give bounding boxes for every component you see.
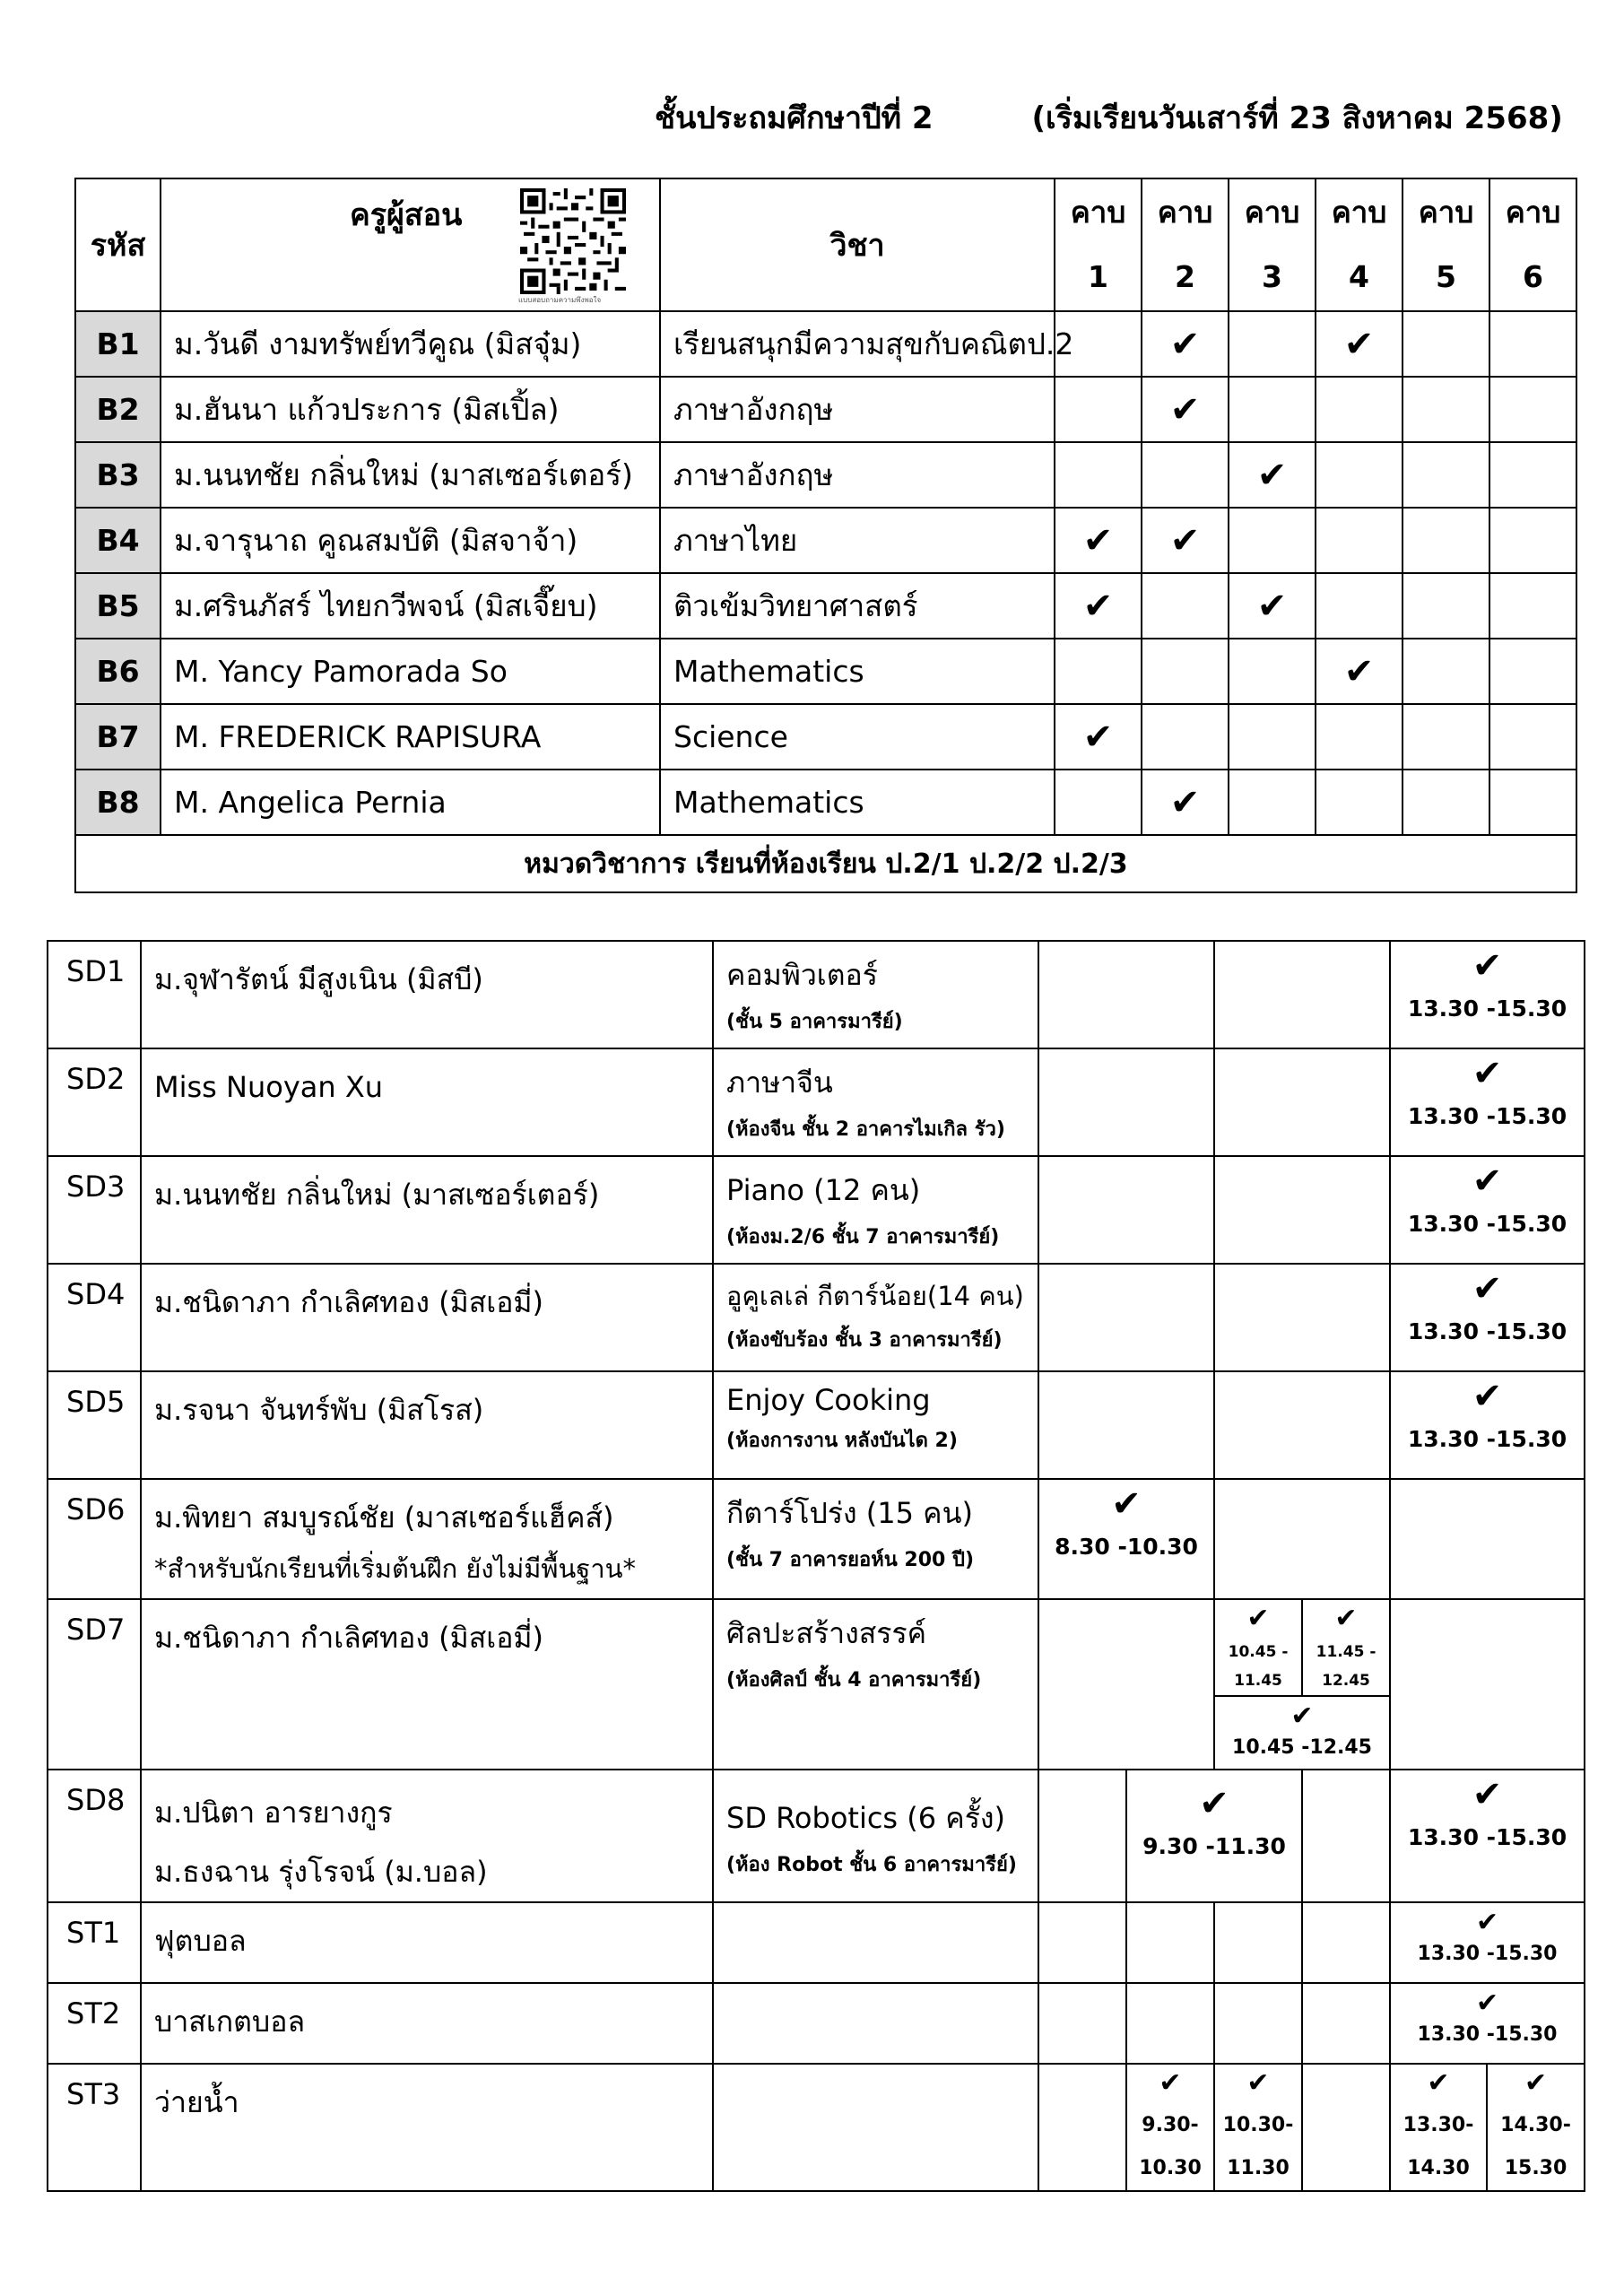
empty-period-cell [1229, 704, 1316, 770]
header-subject: วิชา [660, 178, 1055, 311]
subject-cell [713, 1264, 1038, 1371]
check-icon: ✔ [1475, 1987, 1499, 2019]
header-period-3: คาบ 3 [1229, 178, 1316, 311]
empty-period-cell [1229, 508, 1316, 573]
period-check-cell [1229, 573, 1316, 639]
schedule-cell [1214, 1696, 1390, 1770]
empty-period-cell [1316, 573, 1403, 639]
row-code: B5 [75, 573, 161, 639]
header-code: รหัส [75, 178, 161, 311]
teacher-name: Miss Nuoyan Xu [141, 1048, 713, 1156]
time-range: 10.45 -12.45 [1232, 1736, 1372, 1759]
room-location: (ห้องศิลป์ ชั้น 4 อาคารมารีย์) [726, 1669, 982, 1692]
row-code: SD8 [48, 1770, 141, 1902]
room-location: (ชั้น 7 อาคารยอห์น 200 ปี) [726, 1549, 975, 1571]
empty-period-cell [1142, 639, 1229, 704]
subject-name: กีตาร์โปร่ง (15 คน) [726, 1496, 973, 1530]
schedule-cell [1390, 1156, 1585, 1264]
schedule-cell [1487, 2064, 1585, 2191]
empty-period-cell [1055, 770, 1142, 835]
time-range: 13.30- 14.30 [1403, 2114, 1474, 2179]
check-icon: ✔ [1290, 1700, 1314, 1732]
empty-period-cell [1316, 770, 1403, 835]
empty-period-cell [1055, 377, 1142, 442]
time-range: 11.45 - 12.45 [1316, 1643, 1376, 1690]
empty-period-cell [1316, 377, 1403, 442]
schedule-cell [1038, 1479, 1214, 1599]
teacher-name: ม.นนทชัย กลิ่นใหม่ (มาสเซอร์เตอร์) [141, 1156, 713, 1264]
teacher-name: ม.จุฬารัตน์ มีสูงเนิน (มิสบี) [141, 941, 713, 1048]
subject-cell [713, 1156, 1038, 1264]
row-code: B7 [75, 704, 161, 770]
check-icon: ✔ [1256, 454, 1288, 496]
table-footer-row [75, 835, 1576, 892]
table-row [48, 1156, 1585, 1264]
room-location: (ห้องจีน ชั้น 2 อาคารไมเกิล รัว) [726, 1118, 1005, 1141]
table-row [48, 1902, 1585, 1983]
schedule-cell [1390, 1770, 1585, 1902]
empty-period-cell [1316, 704, 1403, 770]
table-row [75, 311, 1576, 377]
empty-period-cell [1403, 442, 1489, 508]
subject-name: Enjoy Cooking [726, 1383, 931, 1417]
table-row [75, 770, 1576, 835]
room-location: (ห้องม.2/6 ชั้น 7 อาคารมารีย์) [726, 1226, 1000, 1248]
table-row [75, 377, 1576, 442]
period-check-cell [1316, 311, 1403, 377]
check-icon: ✔ [1111, 1483, 1142, 1525]
teacher-name: ม.ชนิดาภา กำเลิศทอง (มิสเอมี่) [141, 1599, 713, 1770]
row-code: B6 [75, 639, 161, 704]
empty-cell [1214, 941, 1390, 1048]
check-icon: ✔ [1472, 1161, 1503, 1202]
check-icon: ✔ [1169, 519, 1201, 561]
empty-cell [1214, 1371, 1390, 1479]
table-row [48, 1371, 1585, 1479]
teacher-name: ม.ศรินภัสร์ ไทยกวีพจน์ (มิสเจี๊ยบ) [161, 573, 660, 639]
empty-period-cell [1316, 442, 1403, 508]
empty-period-cell [1142, 573, 1229, 639]
table-row [48, 1983, 1585, 2064]
row-code: SD5 [48, 1371, 141, 1479]
empty-period-cell [1489, 377, 1576, 442]
empty-period-cell [1316, 508, 1403, 573]
teacher-name: ม.ชนิดาภา กำเลิศทอง (มิสเอมี่) [141, 1264, 713, 1371]
academic-schedule-table [74, 178, 1577, 893]
table-row [75, 639, 1576, 704]
empty-cell [1038, 941, 1214, 1048]
empty-cell [1038, 1048, 1214, 1156]
empty-cell [1038, 1156, 1214, 1264]
table-row [48, 941, 1585, 1048]
empty-cell [1038, 1264, 1214, 1371]
subject-name: ภาษาอังกฤษ [660, 377, 1055, 442]
table-row [75, 573, 1576, 639]
period-check-cell [1055, 573, 1142, 639]
schedule-cell [1390, 1264, 1585, 1371]
grade-title: ชั้นประถมศึกษาปีที่ 2 [655, 100, 934, 136]
schedule-cell [1302, 1599, 1390, 1696]
row-code: SD1 [48, 941, 141, 1048]
teacher-name: ม.นนทชัย กลิ่นใหม่ (มาสเซอร์เตอร์) [161, 442, 660, 508]
row-code: ST1 [48, 1902, 141, 1983]
schedule-cell [1390, 1983, 1585, 2064]
empty-period-cell [1489, 573, 1576, 639]
row-code: B1 [75, 311, 161, 377]
empty-period-cell [1403, 311, 1489, 377]
teacher-cell [141, 1479, 713, 1599]
teacher-cell [141, 1770, 713, 1902]
table-row [48, 1599, 1585, 1696]
row-code: SD7 [48, 1599, 141, 1770]
time-range: 13.30 -15.30 [1407, 1426, 1568, 1452]
subject-name: Mathematics [660, 639, 1055, 704]
time-range: 9.30 -11.30 [1142, 1833, 1286, 1859]
check-icon: ✔ [1082, 716, 1114, 758]
empty-cell [713, 1902, 1038, 1983]
header-teacher [161, 178, 660, 311]
empty-period-cell [1403, 704, 1489, 770]
check-icon: ✔ [1246, 1603, 1270, 1634]
teacher-name: M. FREDERICK RAPISURA [161, 704, 660, 770]
academic-location-note: หมวดวิชาการ เรียนที่ห้องเรียน ป.2/1 ป.2/2 ป.2/3 [75, 835, 1576, 892]
table-row [75, 442, 1576, 508]
row-code: B4 [75, 508, 161, 573]
page-title [655, 93, 1563, 142]
start-date-note: (เริ่มเรียนวันเสาร์ที่ 23 สิงหาคม 2568) [1031, 100, 1563, 136]
teacher-name: M. Angelica Pernia [161, 770, 660, 835]
empty-period-cell [1489, 508, 1576, 573]
empty-period-cell [1489, 639, 1576, 704]
room-location: (ชั้น 5 อาคารมารีย์) [726, 1011, 903, 1033]
teacher-name: ม.ฮันนา แก้วประการ (มิสเปิ้ล) [161, 377, 660, 442]
check-icon: ✔ [1427, 2067, 1450, 2099]
subject-name: ติวเข้มวิทยาศาสตร์ [660, 573, 1055, 639]
academic-schedule-body [75, 311, 1576, 835]
table-row [48, 2064, 1585, 2191]
schedule-cell [1390, 1371, 1585, 1479]
empty-period-cell [1403, 573, 1489, 639]
empty-period-cell [1229, 311, 1316, 377]
check-icon: ✔ [1246, 2067, 1270, 2099]
teacher-name: ม.วันดี งามทรัพย์ทวีคูณ (มิสจุ๋ม) [161, 311, 660, 377]
teacher-name: M. Yancy Pamorada So [161, 639, 660, 704]
time-range: 13.30 -15.30 [1407, 996, 1568, 1022]
schedule-cell [1214, 1599, 1302, 1696]
row-code: SD4 [48, 1264, 141, 1371]
subject-name: ภาษาไทย [660, 508, 1055, 573]
teacher-note: *สำหรับนักเรียนที่เริ่มต้นฝึก ยังไม่มีพื้นฐาน* [154, 1553, 636, 1584]
table-row [48, 1770, 1585, 1902]
header-teacher-label: ครูผู้สอน [350, 197, 463, 233]
period-check-cell [1142, 377, 1229, 442]
period-check-cell [1142, 508, 1229, 573]
empty-cell [713, 2064, 1038, 2191]
row-code: SD2 [48, 1048, 141, 1156]
schedule-cell [1390, 2064, 1487, 2191]
room-location: (ห้องขับร้อง ชั้น 3 อาคารมารีย์) [726, 1329, 1003, 1352]
check-icon: ✔ [1169, 388, 1201, 430]
empty-cell [1038, 1770, 1126, 1902]
subject-cell [713, 1371, 1038, 1479]
check-icon: ✔ [1472, 1053, 1503, 1094]
schedule-cell [1390, 1048, 1585, 1156]
table-row [75, 704, 1576, 770]
empty-period-cell [1229, 639, 1316, 704]
subject-cell [713, 941, 1038, 1048]
empty-period-cell [1489, 770, 1576, 835]
subject-name: ภาษาจีน [726, 1065, 833, 1100]
teacher-name: ม.ปนิตา อารยางกูร [154, 1796, 393, 1830]
empty-period-cell [1489, 704, 1576, 770]
empty-cell [1214, 1156, 1390, 1264]
time-range: 13.30 -15.30 [1417, 1943, 1558, 1965]
subject-name: คอมพิวเตอร์ [726, 958, 878, 992]
subject-cell [713, 1599, 1038, 1770]
teacher-name-2: ม.ธงฉาน รุ่งโรจน์ (ม.บอล) [154, 1855, 488, 1889]
subject-name: ภาษาอังกฤษ [660, 442, 1055, 508]
empty-cell [1302, 1902, 1390, 1983]
empty-period-cell [1403, 770, 1489, 835]
empty-cell [1126, 1983, 1214, 2064]
header-period-5: คาบ 5 [1403, 178, 1489, 311]
empty-cell [1214, 1902, 1302, 1983]
check-icon: ✔ [1199, 1783, 1229, 1824]
activity-schedule-table [47, 940, 1585, 2192]
time-range: 14.30- 15.30 [1500, 2114, 1571, 2179]
check-icon: ✔ [1082, 519, 1114, 561]
empty-cell [1390, 1479, 1585, 1599]
subject-name: เรียนสนุกมีความสุขกับคณิตป.2 [660, 311, 1055, 377]
subject-cell [713, 1048, 1038, 1156]
empty-period-cell [1055, 442, 1142, 508]
header-period-1: คาบ 1 [1055, 178, 1142, 311]
time-range: 10.30- 11.30 [1222, 2114, 1294, 2179]
room-location: (ห้องการงาน หลังบันได 2) [726, 1430, 958, 1452]
sport-name: บาสเกตบอล [141, 1983, 713, 2064]
check-icon: ✔ [1475, 1907, 1499, 1938]
empty-cell [1214, 1479, 1390, 1599]
period-check-cell [1142, 770, 1229, 835]
period-check-cell [1055, 704, 1142, 770]
row-code: SD3 [48, 1156, 141, 1264]
table-row [48, 1048, 1585, 1156]
check-icon: ✔ [1472, 1774, 1503, 1815]
time-range: 13.30 -15.30 [1407, 1318, 1568, 1344]
time-range: 13.30 -15.30 [1407, 1211, 1568, 1237]
period-check-cell [1316, 639, 1403, 704]
time-range: 10.45 - 11.45 [1228, 1643, 1289, 1690]
table-row [75, 508, 1576, 573]
empty-cell [1038, 1902, 1126, 1983]
period-check-cell [1142, 311, 1229, 377]
subject-name: SD Robotics (6 ครั้ง) [726, 1801, 1005, 1835]
check-icon: ✔ [1472, 1268, 1503, 1309]
empty-period-cell [1229, 377, 1316, 442]
sport-name: ฟุตบอล [141, 1902, 713, 1983]
check-icon: ✔ [1524, 2067, 1548, 2099]
time-range: 13.30 -15.30 [1407, 1103, 1568, 1129]
check-icon: ✔ [1082, 585, 1114, 627]
subject-name: Mathematics [660, 770, 1055, 835]
check-icon: ✔ [1169, 781, 1201, 823]
teacher-name: ม.จารุนาถ คูณสมบัติ (มิสจาจ้า) [161, 508, 660, 573]
table-row [48, 1264, 1585, 1371]
schedule-cell [1214, 2064, 1302, 2191]
check-icon: ✔ [1472, 1376, 1503, 1417]
sport-name: ว่ายน้ำ [141, 2064, 713, 2191]
teacher-name: ม.พิทยา สมบูรณ์ชัย (มาสเซอร์แฮ็คส์) [154, 1500, 614, 1535]
check-icon: ✔ [1334, 1603, 1358, 1634]
qr-caption: แบบสอบถามความพึงพอใจ [518, 296, 602, 304]
row-code: SD6 [48, 1479, 141, 1599]
row-code: B3 [75, 442, 161, 508]
subject-cell [713, 1479, 1038, 1599]
qr-code-icon[interactable] [520, 188, 626, 294]
empty-cell [1302, 1770, 1390, 1902]
check-icon: ✔ [1169, 323, 1201, 365]
schedule-cell [1126, 2064, 1214, 2191]
row-code: B2 [75, 377, 161, 442]
empty-period-cell [1229, 770, 1316, 835]
header-period-2: คาบ 2 [1142, 178, 1229, 311]
empty-cell [713, 1983, 1038, 2064]
empty-cell [1302, 1983, 1390, 2064]
time-range: 13.30 -15.30 [1417, 2023, 1558, 2046]
room-location: (ห้อง Robot ชั้น 6 อาคารมารีย์) [726, 1854, 1017, 1876]
empty-cell [1214, 1048, 1390, 1156]
schedule-cell [1390, 941, 1585, 1048]
period-check-cell [1055, 508, 1142, 573]
empty-cell [1126, 1902, 1214, 1983]
empty-cell [1038, 1983, 1126, 2064]
empty-period-cell [1403, 377, 1489, 442]
empty-period-cell [1489, 311, 1576, 377]
header-period-4: คาบ 4 [1316, 178, 1403, 311]
empty-period-cell [1403, 639, 1489, 704]
row-code: B8 [75, 770, 161, 835]
subject-name: อูคูเลเล่ กีตาร์น้อย(14 คน) [726, 1281, 1024, 1311]
subject-name: Science [660, 704, 1055, 770]
row-code: ST2 [48, 1983, 141, 2064]
period-check-cell [1229, 442, 1316, 508]
table-row [48, 1479, 1585, 1599]
empty-period-cell [1142, 442, 1229, 508]
empty-cell [1038, 1599, 1214, 1770]
subject-name: Piano (12 คน) [726, 1173, 921, 1207]
header-period-6: คาบ 6 [1489, 178, 1576, 311]
row-code: ST3 [48, 2064, 141, 2191]
subject-name: ศิลปะสร้างสรรค์ [726, 1616, 927, 1650]
check-icon: ✔ [1472, 945, 1503, 987]
empty-period-cell [1055, 639, 1142, 704]
empty-cell [1038, 1371, 1214, 1479]
empty-period-cell [1489, 442, 1576, 508]
empty-cell [1214, 1983, 1302, 2064]
subject-cell [713, 1770, 1038, 1902]
teacher-name: ม.รจนา จันทร์พับ (มิสโรส) [141, 1371, 713, 1479]
table-header-row [75, 178, 1576, 311]
empty-period-cell [1142, 704, 1229, 770]
empty-cell [1038, 2064, 1126, 2191]
schedule-cell [1390, 1902, 1585, 1983]
schedule-cell [1126, 1770, 1302, 1902]
empty-cell [1390, 1599, 1585, 1770]
time-range: 13.30 -15.30 [1407, 1824, 1568, 1850]
check-icon: ✔ [1343, 650, 1375, 692]
empty-cell [1214, 1264, 1390, 1371]
empty-period-cell [1403, 508, 1489, 573]
empty-cell [1302, 2064, 1390, 2191]
check-icon: ✔ [1256, 585, 1288, 627]
time-range: 9.30- 10.30 [1139, 2114, 1202, 2179]
time-range: 8.30 -10.30 [1055, 1534, 1198, 1560]
check-icon: ✔ [1343, 323, 1375, 365]
check-icon: ✔ [1159, 2067, 1182, 2099]
